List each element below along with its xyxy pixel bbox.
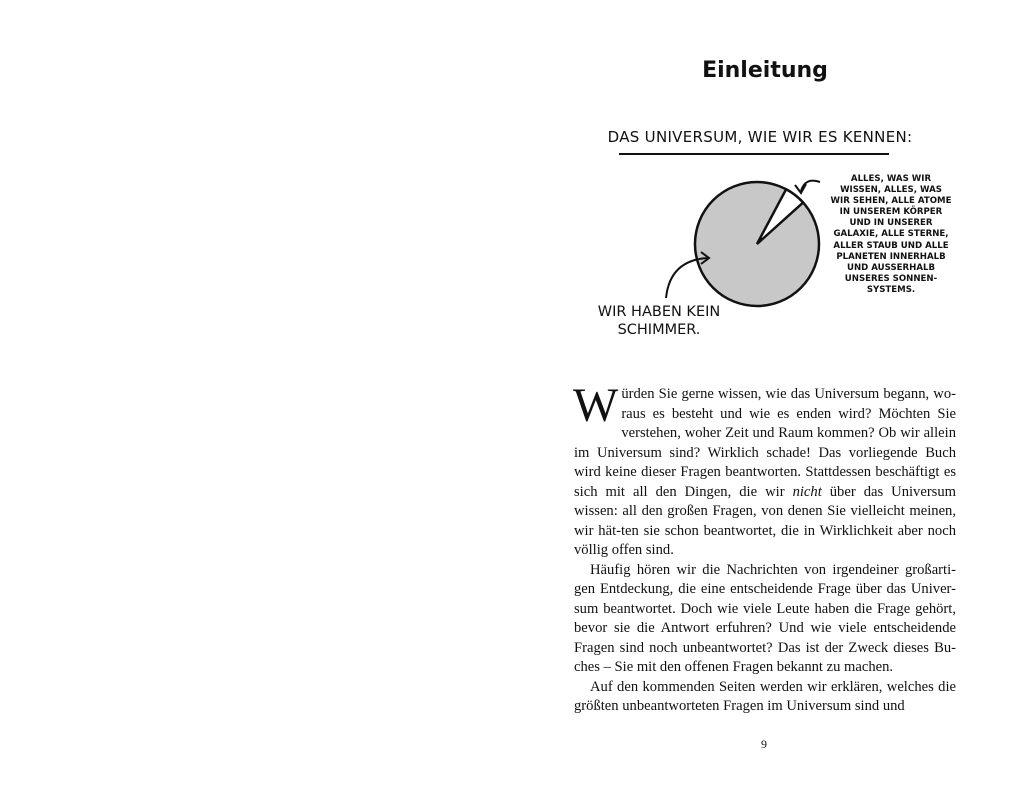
- known-annotation-line: WISSEN, ALLES, WAS: [840, 185, 942, 196]
- body-text: [573, 379, 957, 717]
- pie-chart: [695, 182, 819, 306]
- known-annotation-line: WIR SEHEN, ALLE ATOME: [830, 196, 952, 207]
- known-annotation-line: PLANETEN INNERHALB: [836, 251, 946, 262]
- paragraph-1: Würden Sie gerne wissen, wie das Universum begann, wo-raus es besteht und wie es enden wird? Möchten Sie verstehen, woher Zeit und Raum kommen? Ob wir allein im Universum sind? Wirklich schade! Das vorliegende Buch wird keine dieser Fragen beantworten. Stattdessen beschäftigt es sich mit all den Dingen, die wir nicht über das Universum wissen: all den großen Fragen, von denen Sie vielleicht meinen, wir hät-ten sie schon beantwortet, die in Wirklichkeit aber noch völlig offen sind.: [573, 379, 957, 558]
- known-annotation-line: GALAXIE, ALLE STERNE,: [833, 229, 949, 240]
- figure-title-underline: [619, 153, 889, 155]
- known-annotation-line: UND IN UNSERER: [849, 218, 933, 229]
- unknown-annotation-line: SCHIMMER.: [617, 322, 701, 338]
- paragraph-3: Auf den kommenden Seiten werden wir erklären, welches die größten unbeantworteten Fragen im Universum sind und: [574, 678, 956, 714]
- unknown-annotation: [574, 303, 744, 339]
- known-annotation-line: ALLER STAUB UND ALLE: [833, 240, 949, 251]
- drop-cap: W: [573, 379, 619, 432]
- paragraph-2: Häufig hören wir die Nachrichten von irgendeiner großarti-gen Entdeckung, die eine entscheidende Frage über das Univer-sum beantwortet. Doch wie viele Leute haben die Frage gehört, bevor sie die Antwort erfuhren? Und wie viele entscheidende Fragen sind noch unbeantwortet? Das ist der Zweck dieses Bu-ches – Sie mit den offenen Fragen bekannt zu machen.: [574, 561, 956, 675]
- chapter-title: Einleitung: [702, 58, 828, 83]
- known-annotation-line: UNSERES SONNEN-: [844, 273, 938, 284]
- known-annotation: [826, 174, 956, 296]
- known-annotation-line: SYSTEMS.: [866, 284, 916, 295]
- page-number: 9: [761, 737, 767, 751]
- known-annotation-line: ALLES, WAS WIR: [850, 174, 932, 184]
- unknown-annotation-line: WIR HABEN KEIN: [597, 304, 721, 320]
- figure-title: DAS UNIVERSUM, WIE WIR ES KENNEN:: [607, 128, 913, 146]
- known-annotation-line: IN UNSEREM KÖRPER: [839, 207, 943, 218]
- known-annotation-line: UND AUSSERHALB: [846, 262, 935, 273]
- arrow-to-known-slice-head: [795, 184, 806, 193]
